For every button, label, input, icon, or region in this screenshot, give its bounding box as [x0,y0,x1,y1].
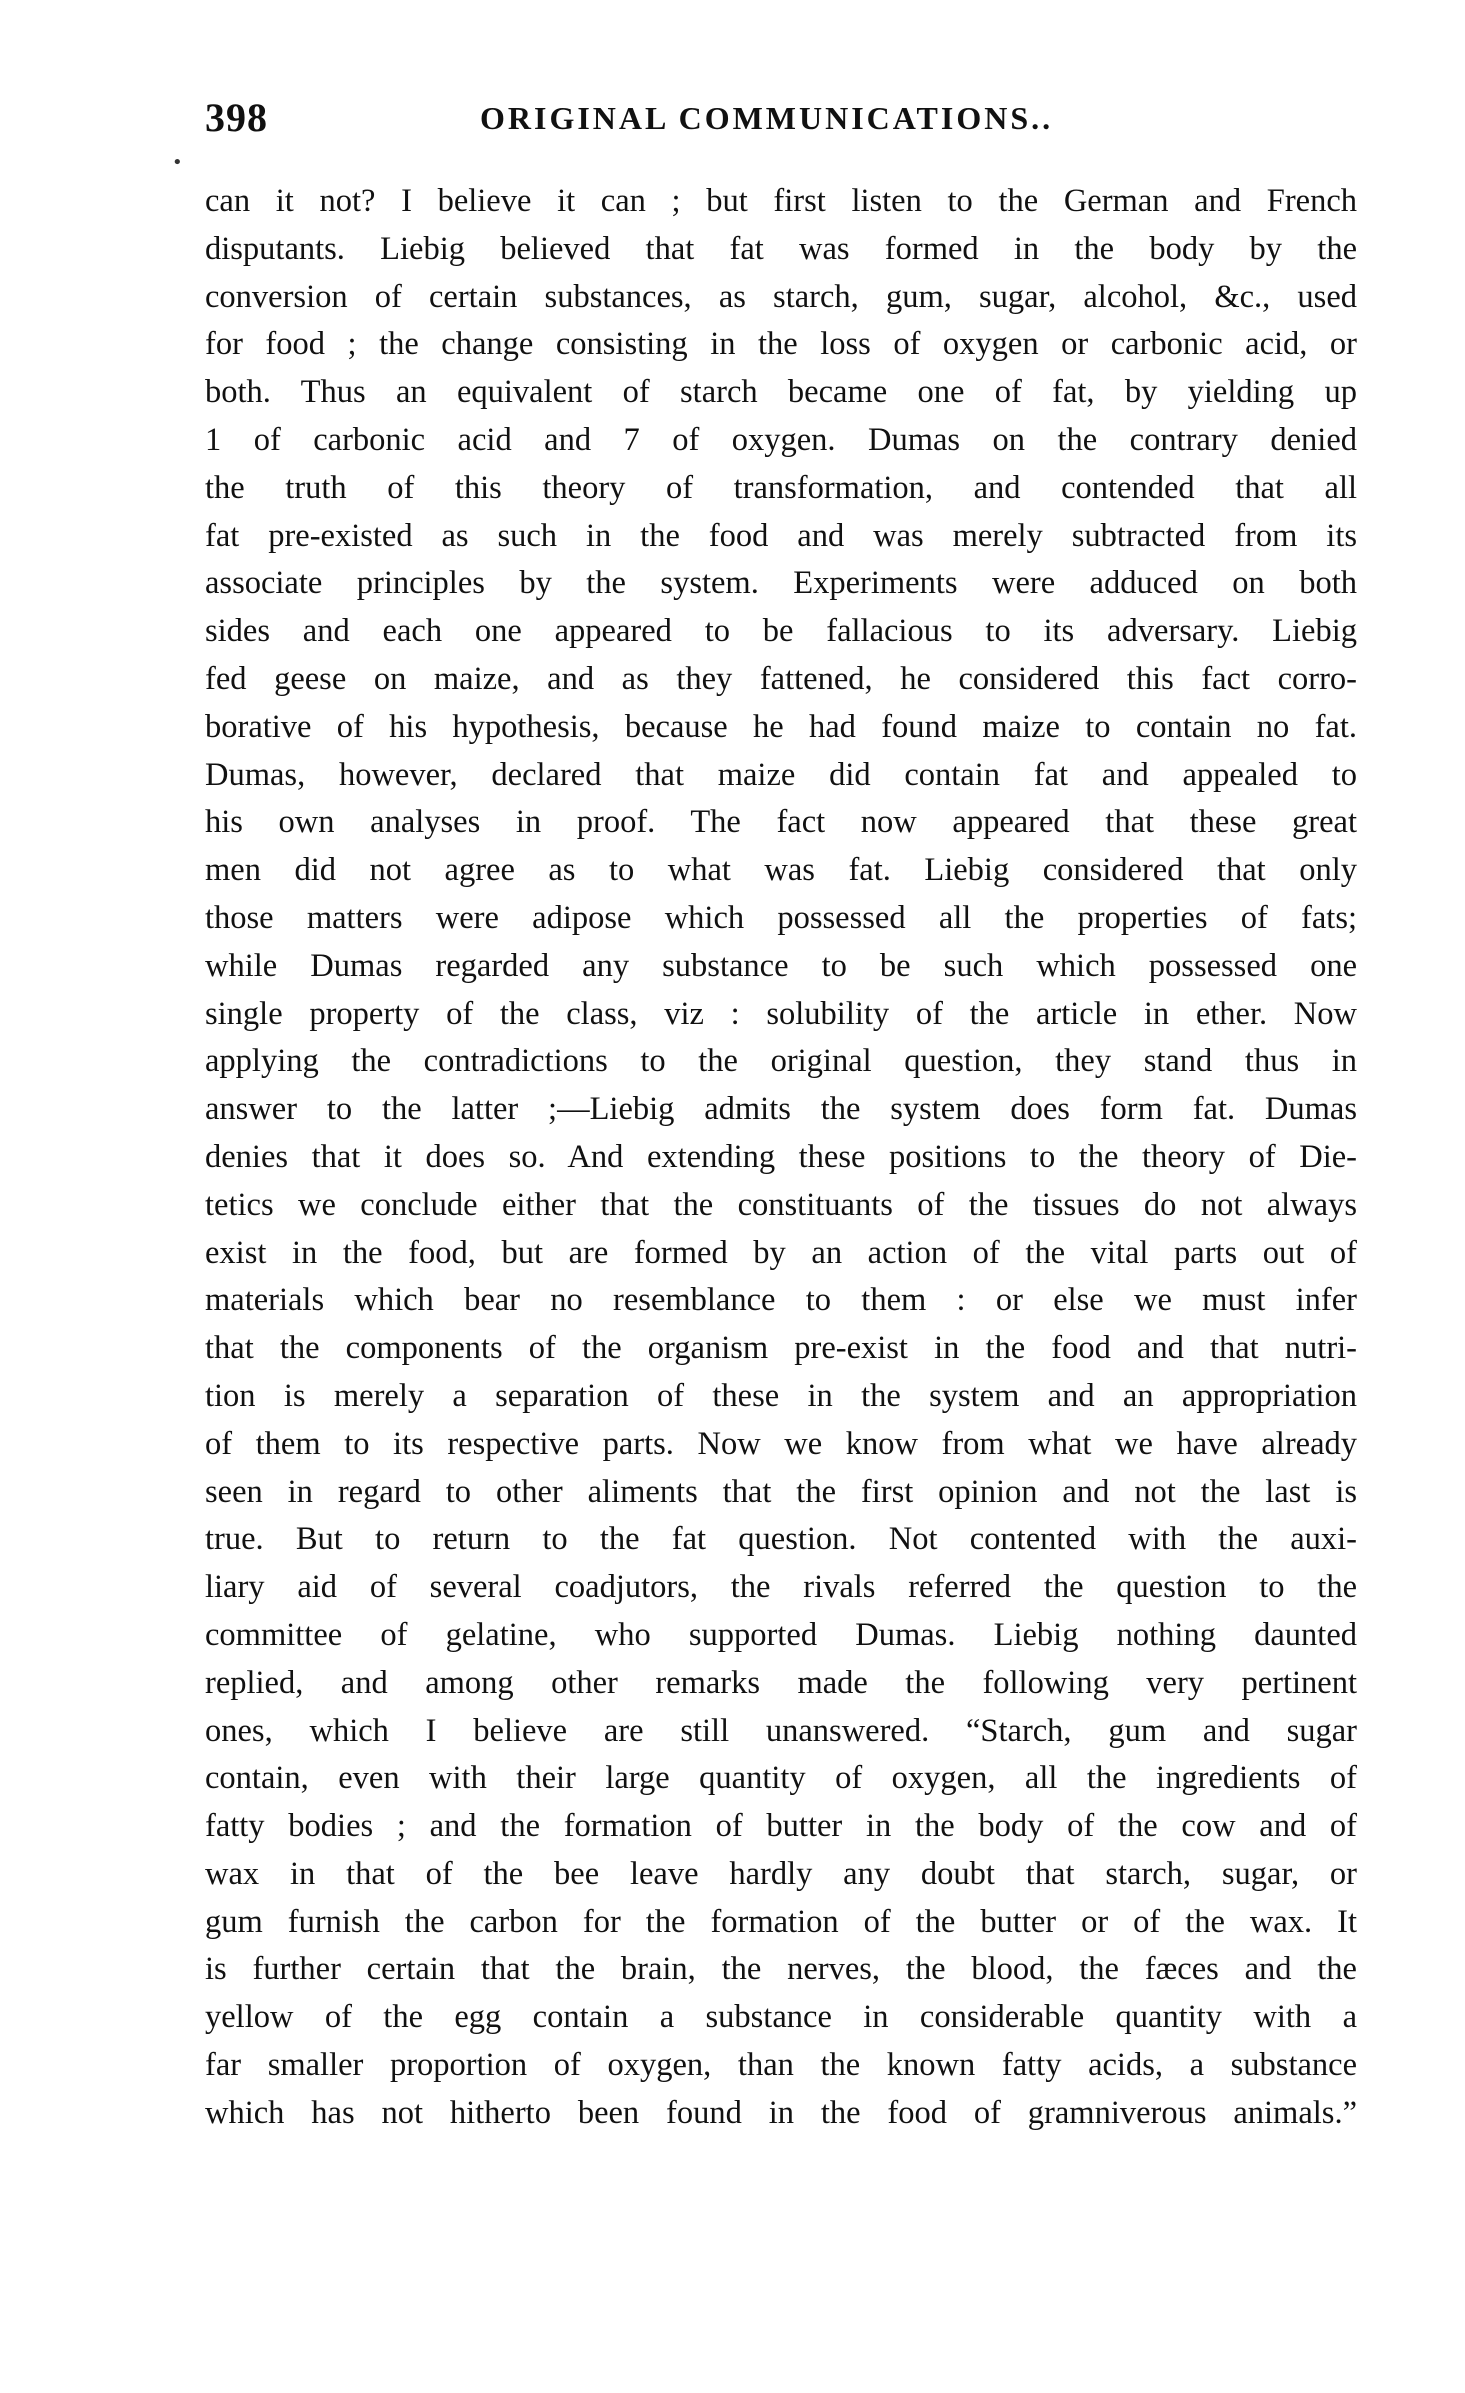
text-line: Dumas, however, declared that maize did contain fat and appealed to [205,756,1357,793]
text-line: that the components of the organism pre-exist in the food and that nutri- [205,1330,1357,1367]
text-line: disputants. Liebig believed that fat was formed in the body by the [205,230,1357,267]
text-line: answer to the latter ;—Liebig admits the system does form fat. Dumas [205,1091,1357,1128]
text-line: tion is merely a separation of these in the system and an appropriation [205,1377,1357,1414]
text-line: wax in that of the bee leave hardly any doubt that starch, sugar, or [205,1855,1357,1892]
text-line: his own analyses in proof. The fact now appeared that these great [205,804,1357,841]
text-line: those matters were adipose which possessed all the properties of fats; [205,899,1357,936]
text-line: committee of gelatine, who supported Dumas. Liebig nothing daunted [205,1616,1357,1653]
page-number: 398 [205,95,268,140]
text-line: for food ; the change consisting in the loss of oxygen or carbonic acid, or [205,326,1357,363]
text-line: which has not hitherto been found in the food of gramniverous animals.” [205,2094,1357,2131]
text-line: single property of the class, viz : solubility of the article in ether. Now [205,995,1357,1032]
text-line: the truth of this theory of transformation, and contended that all [205,469,1357,506]
text-line: can it not? I believe it can ; but first listen to the German and French [205,183,1357,219]
text-line: yellow of the egg contain a substance in considerable quantity with a [205,1999,1357,2036]
stray-ink-mark: • [172,152,183,173]
text-line: 1 of carbonic acid and 7 of oxygen. Dumas on the contrary denied [205,421,1357,458]
text-line: associate principles by the system. Experiments were adduced on both [205,565,1357,602]
text-line: seen in regard to other aliments that the first opinion and not the last is [205,1473,1357,1510]
page-header [205,94,1355,144]
text-line: men did not agree as to what was fat. Liebig considered that only [205,852,1357,889]
text-line: conversion of certain substances, as starch, gum, sugar, alcohol, &c., used [205,278,1357,315]
text-line: gum furnish the carbon for the formation of the butter or of the wax. It [205,1903,1357,1940]
text-line: denies that it does so. And extending these positions to the theory of Die- [205,1138,1357,1175]
text-line: is further certain that the brain, the nerves, the blood, the fæces and the [205,1951,1357,1988]
text-line: replied, and among other remarks made the following very pertinent [205,1664,1357,1701]
text-line: materials which bear no resemblance to them : or else we must infer [205,1282,1357,1319]
text-line: liary aid of several coadjutors, the rivals referred the question to the [205,1569,1357,1606]
text-line: of them to its respective parts. Now we know from what we have already [205,1425,1357,1462]
body-text [205,178,1357,2138]
text-line: fed geese on maize, and as they fattened, he considered this fact corro- [205,660,1357,697]
text-line: fatty bodies ; and the formation of butter in the body of the cow and of [205,1808,1357,1845]
text-line: ones, which I believe are still unanswered. “Starch, gum and sugar [205,1712,1357,1749]
text-line: sides and each one appeared to be fallacious to its adversary. Liebig [205,613,1357,650]
text-line: true. But to return to the fat question. Not contented with the auxi- [205,1521,1357,1558]
text-line: both. Thus an equivalent of starch became one of fat, by yielding up [205,374,1357,411]
text-line: while Dumas regarded any substance to be such which possessed one [205,947,1357,984]
text-line: exist in the food, but are formed by an action of the vital parts out of [205,1234,1357,1271]
text-line: far smaller proportion of oxygen, than the known fatty acids, a substance [205,2047,1357,2084]
text-line: contain, even with their large quantity of oxygen, all the ingredients of [205,1760,1357,1797]
text-line: fat pre-existed as such in the food and was merely subtracted from its [205,517,1357,554]
text-line: applying the contradictions to the original question, they stand thus in [205,1043,1357,1080]
text-line: tetics we conclude either that the constituants of the tissues do not always [205,1186,1357,1223]
running-head: ORIGINAL COMMUNICATIONS.. [480,100,1054,136]
text-line: borative of his hypothesis, because he had found maize to contain no fat. [205,708,1357,745]
